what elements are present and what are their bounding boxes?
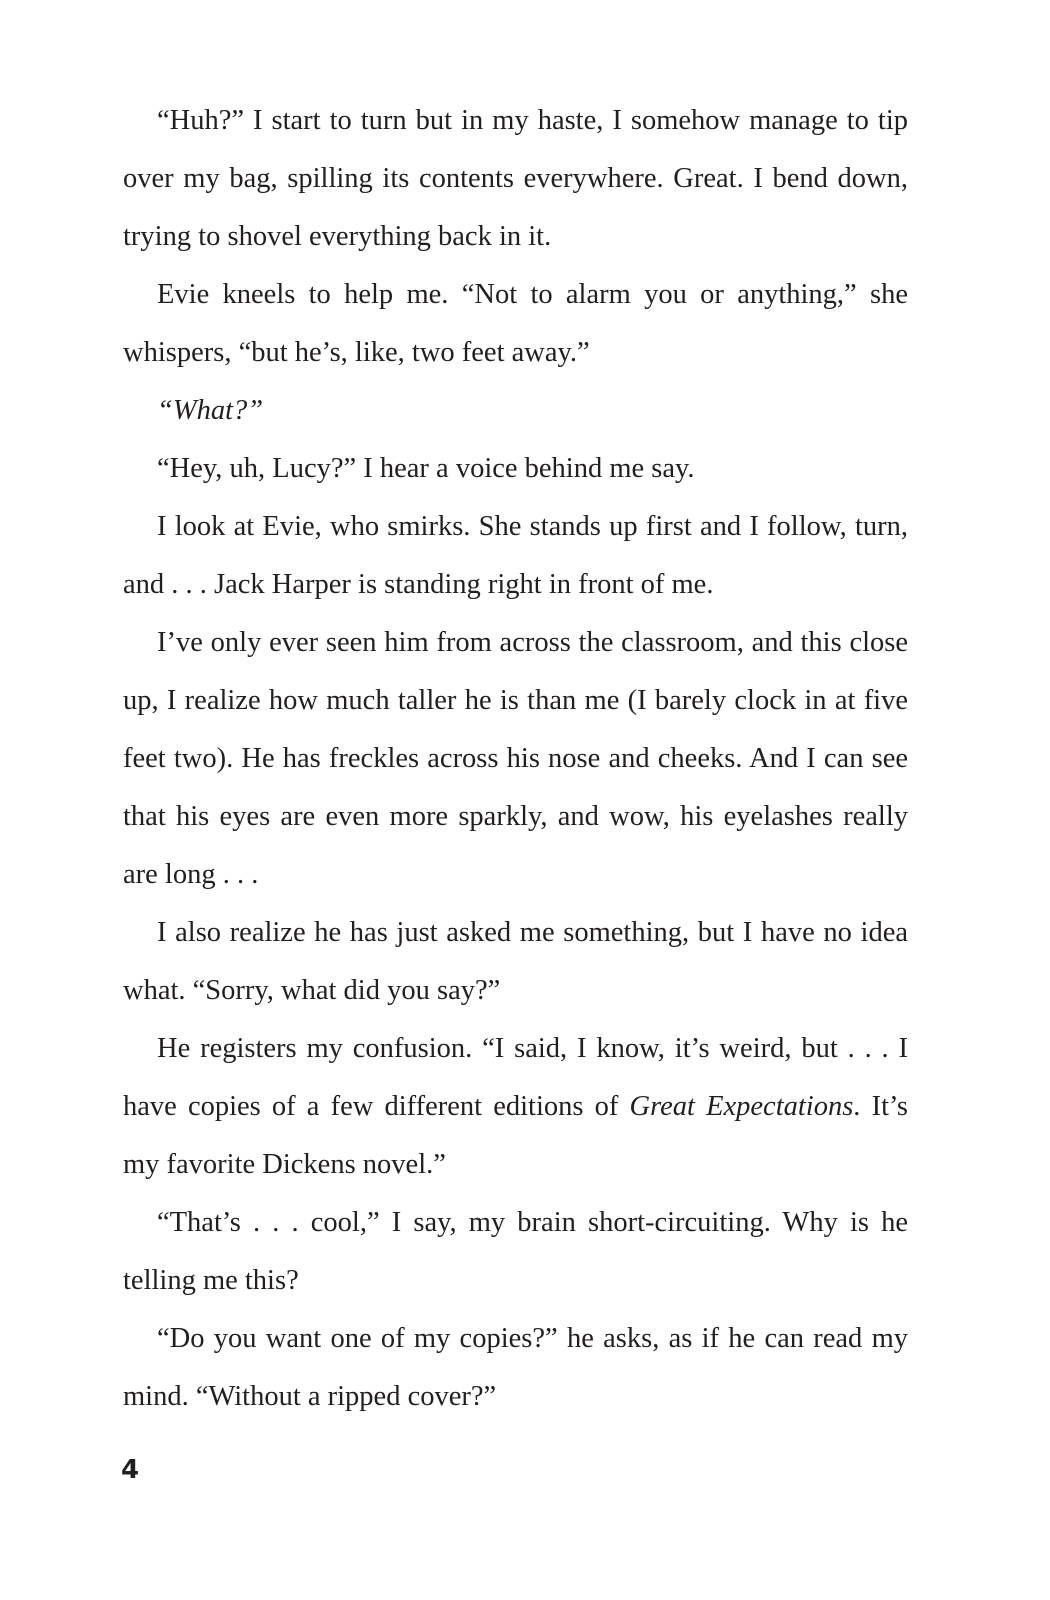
paragraph-text: . It’s my favorite Dickens novel.” [123,1091,908,1180]
paragraph [123,1194,908,1310]
page-number: 4 [121,1455,140,1485]
paragraph-text: “Hey, uh, Lucy?” I hear a voice behind me say. [157,453,695,484]
paragraph-text-italic: “What?” [157,395,264,426]
paragraph [123,1020,908,1194]
paragraph-text: I’ve only ever seen him from across the classroom, and this close up, I realize how much taller he is than me (I barely clock in at five feet two). He has freckles across his nose and cheeks. And I can see that his eyes are even more sparkly, and wow, his eyelashes really are long . . . [123,627,908,890]
paragraph-text: “That’s . . . cool,” I say, my brain short-circuiting. Why is he telling me this? [123,1207,908,1296]
paragraph-text: “Do you want one of my copies?” he asks, as if he can read my mind. “Without a ripped cover?” [123,1323,908,1412]
paragraph [123,266,908,382]
paragraph-text: He registers my confusion. “I said, I know, it’s weird, but . . . I have copies of a few different editions of [123,1033,908,1122]
page-body [123,92,908,1426]
paragraph [123,440,908,498]
paragraph-text: “Huh?” I start to turn but in my haste, I somehow manage to tip over my bag, spilling its contents everywhere. Great. I bend down, trying to shovel everything back in it. [123,105,908,252]
paragraph [123,614,908,904]
book-title-italic: Great Expectations [629,1091,854,1122]
paragraph-text: I also realize he has just asked me something, but I have no idea what. “Sorry, what did you say?” [123,917,908,1006]
paragraph [123,1310,908,1426]
paragraph-text: I look at Evie, who smirks. She stands up first and I follow, turn, and . . . Jack Harper is standing right in front of me. [123,511,908,600]
paragraph [123,498,908,614]
paragraph-text: Evie kneels to help me. “Not to alarm you or anything,” she whispers, “but he’s, like, two feet away.” [123,279,908,368]
paragraph [123,382,908,440]
paragraph [123,904,908,1020]
paragraph [123,92,908,266]
